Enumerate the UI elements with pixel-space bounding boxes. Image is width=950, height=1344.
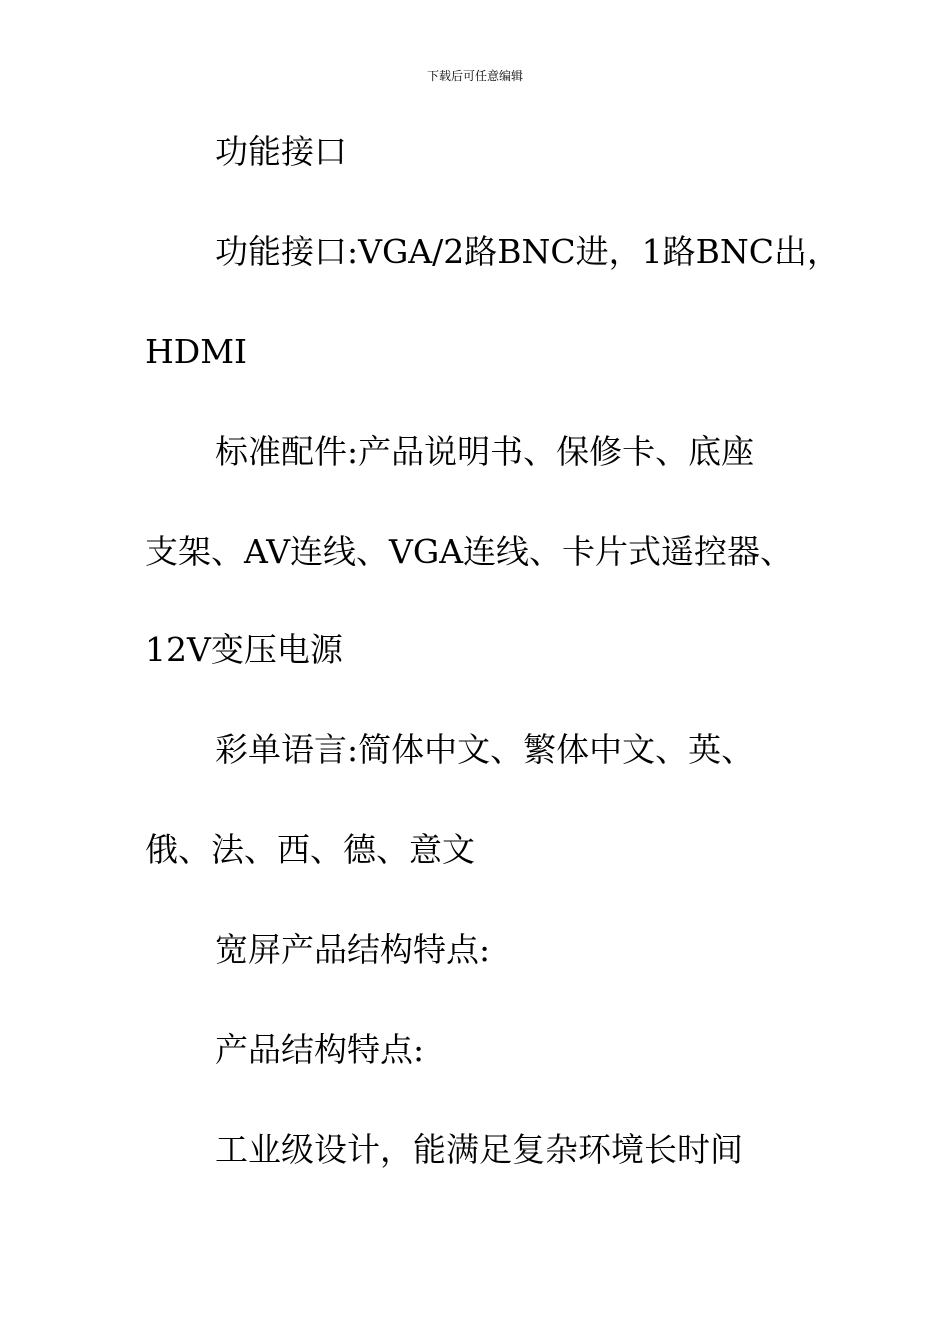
accessories-line-1: 标准配件:产品说明书、保修卡、底座 [215, 432, 755, 471]
interfaces-line-1: 功能接口:VGA/2路BNC进，1路BNC出， [215, 232, 841, 271]
languages-line-2: 俄、法、西、德、意文 [145, 830, 475, 869]
page-header: 下载后可任意编辑 [426, 69, 523, 83]
languages-line-1: 彩单语言:简体中文、繁体中文、英、 [215, 730, 755, 769]
accessories-line-3: 12V变压电源 [145, 630, 343, 669]
section-heading-product-features: 产品结构特点: [215, 1030, 425, 1069]
section-heading-widescreen-features: 宽屏产品结构特点: [215, 930, 491, 969]
section-heading-interfaces: 功能接口 [215, 132, 347, 171]
accessories-line-2: 支架、AV连线、VGA连线、卡片式遥控器、 [145, 532, 794, 571]
features-line-1: 工业级设计，能满足复杂环境长时间 [215, 1130, 743, 1169]
interfaces-line-2: HDMI [145, 332, 248, 371]
